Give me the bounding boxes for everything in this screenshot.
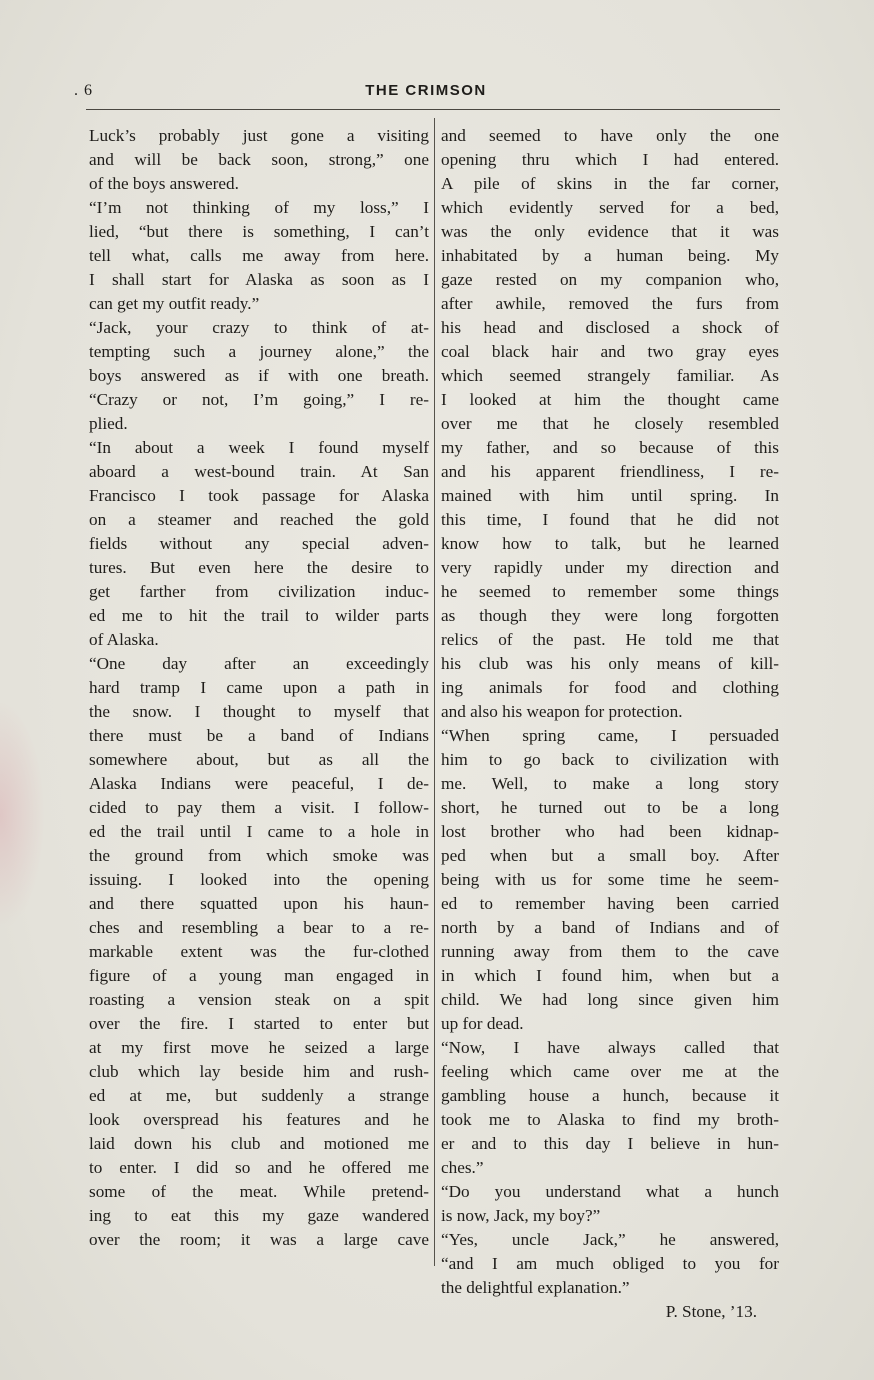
text-line: inhabitated by a human being. My <box>441 246 779 265</box>
text-line: and will be back soon, strong,” one <box>89 150 429 169</box>
text-line: Francisco I took passage for Alaska <box>89 486 429 505</box>
text-line: markable extent was the fur-clothed <box>89 942 429 961</box>
author-signature: P. Stone, ’13. <box>665 1302 757 1321</box>
text-line: tempting such a journey alone,” the <box>89 342 429 361</box>
text-line: north by a band of Indians and of <box>441 918 779 937</box>
text-line: took me to Alaska to find my broth- <box>441 1110 779 1129</box>
text-line: “One day after an exceedingly <box>89 654 429 673</box>
text-line: of the boys answered. <box>89 174 239 193</box>
text-line: him to go back to civilization with <box>441 750 779 769</box>
text-line: the ground from which smoke was <box>89 846 429 865</box>
text-line: after awhile, removed the furs from <box>441 294 779 313</box>
text-line: at my first move he seized a large <box>89 1038 429 1057</box>
text-line: laid down his club and motioned me <box>89 1134 429 1153</box>
text-line: “and I am much obliged to you for <box>441 1254 779 1273</box>
text-line: issuing. I looked into the opening <box>89 870 429 889</box>
paper-stain <box>0 700 46 930</box>
text-line: ed to remember having been carried <box>441 894 779 913</box>
text-line: “In about a week I found myself <box>89 438 429 457</box>
text-line: hard tramp I came upon a path in <box>89 678 429 697</box>
text-line: he seemed to remember some things <box>441 582 779 601</box>
right-column <box>441 124 779 1324</box>
text-line: “When spring came, I persuaded <box>441 726 779 745</box>
text-line: there must be a band of Indians <box>89 726 429 745</box>
text-line: A pile of skins in the far corner, <box>441 174 779 193</box>
text-line: somewhere about, but as all the <box>89 750 429 769</box>
text-line: relics of the past. He told me that <box>441 630 779 649</box>
text-line: know how to talk, but he learned <box>441 534 779 553</box>
column-divider <box>434 118 435 1266</box>
text-line: is now, Jack, my boy?” <box>441 1206 601 1225</box>
text-line: lost brother who had been kidnap- <box>441 822 779 841</box>
text-line: and also his weapon for protection. <box>441 702 683 721</box>
text-line: Alaska Indians were peaceful, I de- <box>89 774 429 793</box>
text-line: the delightful explanation.” <box>441 1278 630 1297</box>
text-line: plied. <box>89 414 128 433</box>
text-line: his club was his only means of kill- <box>441 654 779 673</box>
text-line: ches.” <box>441 1158 484 1177</box>
text-line: feeling which came over me at the <box>441 1062 779 1081</box>
text-line: short, he turned out to be a long <box>441 798 779 817</box>
text-line: ed at me, but suddenly a strange <box>89 1086 429 1105</box>
text-line: cided to pay them a visit. I follow- <box>89 798 429 817</box>
text-line: gaze rested on my companion who, <box>441 270 779 289</box>
text-line: ches and resembling a bear to a re- <box>89 918 429 937</box>
text-line: up for dead. <box>441 1014 524 1033</box>
text-line: “Now, I have always called that <box>441 1038 779 1057</box>
text-line: I looked at him the thought came <box>441 390 779 409</box>
text-line: coal black hair and two gray eyes <box>441 342 779 361</box>
text-line: and there squatted upon his haun- <box>89 894 429 913</box>
text-line: some of the meat. While pretend- <box>89 1182 429 1201</box>
header-rule <box>86 109 780 110</box>
text-line: gambling house a hunch, because it <box>441 1086 779 1105</box>
text-line: the snow. I thought to myself that <box>89 702 429 721</box>
text-line: I shall start for Alaska as soon as I <box>89 270 429 289</box>
text-line: lied, “but there is something, I can’t <box>89 222 429 241</box>
text-line: to enter. I did so and he offered me <box>89 1158 429 1177</box>
text-line: running away from them to the cave <box>441 942 779 961</box>
text-line: club which lay beside him and rush- <box>89 1062 429 1081</box>
text-line: and his apparent friendliness, I re- <box>441 462 779 481</box>
text-line: tures. But even here the desire to <box>89 558 429 577</box>
text-line: being with us for some time he seem- <box>441 870 779 889</box>
text-line: “Yes, uncle Jack,” he answered, <box>441 1230 779 1249</box>
text-line: boys answered as if with one breath. <box>89 366 429 385</box>
text-line: my father, and so because of this <box>441 438 779 457</box>
text-line: “Jack, your crazy to think of at- <box>89 318 429 337</box>
text-line: over the fire. I started to enter but <box>89 1014 429 1033</box>
text-line: can get my outfit ready.” <box>89 294 260 313</box>
text-line: “Crazy or not, I’m going,” I re- <box>89 390 429 409</box>
text-line: in which I found him, when but a <box>441 966 779 985</box>
text-line: “I’m not thinking of my loss,” I <box>89 198 429 217</box>
text-line: child. We had long since given him <box>441 990 779 1009</box>
running-head-title: THE CRIMSON <box>365 82 487 99</box>
text-line: figure of a young man engaged in <box>89 966 429 985</box>
text-line: roasting a vension steak on a spit <box>89 990 429 1009</box>
text-line: fields without any special adven- <box>89 534 429 553</box>
text-line: was the only evidence that it was <box>441 222 779 241</box>
text-line: opening thru which I had entered. <box>441 150 779 169</box>
text-line: “Do you understand what a hunch <box>441 1182 779 1201</box>
text-line: this time, I found that he did not <box>441 510 779 529</box>
text-line: of Alaska. <box>89 630 159 649</box>
text-line: as though they were long forgotten <box>441 606 779 625</box>
text-line: which evidently served for a bed, <box>441 198 779 217</box>
text-line: which seemed strangely familiar. As <box>441 366 779 385</box>
text-line: me. Well, to make a long story <box>441 774 779 793</box>
text-line: Luck’s probably just gone a visiting <box>89 126 429 145</box>
text-line: aboard a west-bound train. At San <box>89 462 429 481</box>
text-line: get farther from civilization induc- <box>89 582 429 601</box>
text-line: ped when but a small boy. After <box>441 846 779 865</box>
text-line: on a steamer and reached the gold <box>89 510 429 529</box>
text-line: very rapidly under my direction and <box>441 558 779 577</box>
text-line: ing animals for food and clothing <box>441 678 779 697</box>
text-line: ed the trail until I came to a hole in <box>89 822 429 841</box>
text-line: over me that he closely resembled <box>441 414 779 433</box>
left-column <box>89 124 429 1252</box>
page-number: . 6 <box>74 82 93 99</box>
text-line: ing to eat this my gaze wandered <box>89 1206 429 1225</box>
text-line: and seemed to have only the one <box>441 126 779 145</box>
text-line: over the room; it was a large cave <box>89 1230 429 1249</box>
text-line: er and to this day I believe in hun- <box>441 1134 779 1153</box>
text-line: his head and disclosed a shock of <box>441 318 779 337</box>
text-line: ed me to hit the trail to wilder parts <box>89 606 429 625</box>
text-line: mained with him until spring. In <box>441 486 779 505</box>
page-header <box>72 80 780 104</box>
text-line: look overspread his features and he <box>89 1110 429 1129</box>
text-line: tell what, calls me away from here. <box>89 246 429 265</box>
